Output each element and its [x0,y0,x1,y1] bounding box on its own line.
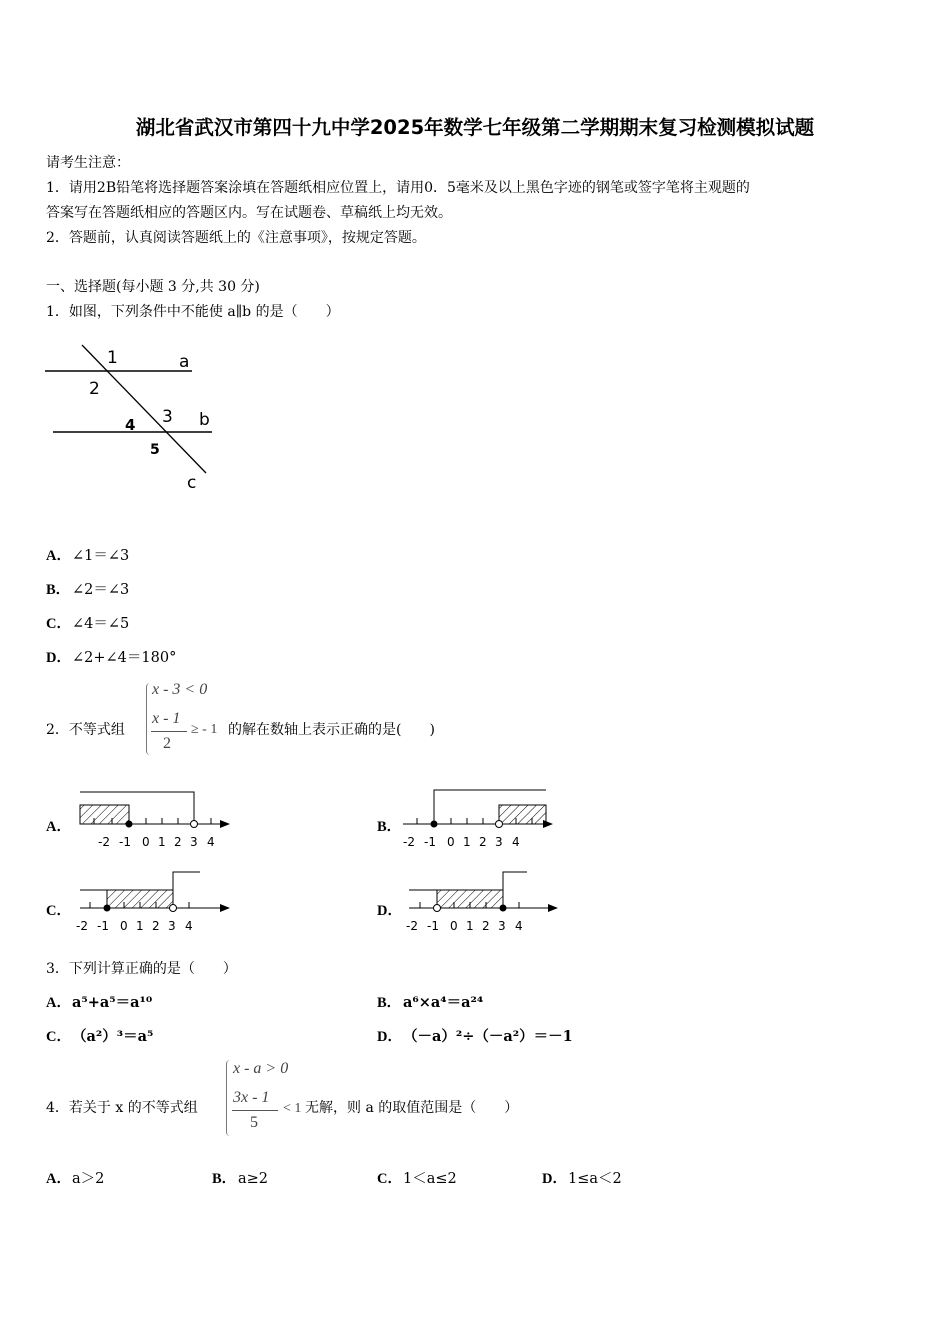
option-label: D． [46,650,71,666]
svg-text:4: 4 [512,835,520,849]
option-label: C． [46,903,71,919]
svg-text:-1: -1 [97,919,109,933]
q1-option-b[interactable] [46,578,129,599]
svg-text:-2: -2 [406,919,418,933]
option-label: D． [377,1029,402,1045]
svg-text:2: 2 [174,835,182,849]
q1-option-c[interactable] [46,612,129,633]
svg-text:-2: -2 [76,919,88,933]
svg-text:0: 0 [447,835,455,849]
option-label: C． [46,616,71,632]
svg-text:1: 1 [463,835,471,849]
option-label: B． [46,582,71,598]
option-label: D． [377,903,402,919]
svg-text:0: 0 [120,919,128,933]
q4-fraction-rhs: < 1 [283,1101,302,1116]
q2-suffix: 的解在数轴上表示正确的是( ) [228,722,435,738]
notice-line-2: 2．答题前，认真阅读答题纸上的《注意事项》，按规定答题。 [46,230,426,246]
label-c: c [187,473,197,493]
svg-text:-1: -1 [427,919,439,933]
label-b: b [199,410,210,430]
option-label: B． [377,995,402,1011]
q4-option-d[interactable] [542,1167,622,1188]
q3-option-c[interactable] [46,1025,153,1046]
svg-text:1: 1 [136,919,144,933]
notice-line-1b: 答案写在答题纸相应的答题区内。写在试题卷、草稿纸上均无效。 [46,205,452,221]
svg-text:4: 4 [207,835,215,849]
option-text: ∠1＝∠3 [72,548,130,564]
option-text: ∠4＝∠5 [72,616,130,632]
q4-fraction-denominator: 5 [250,1114,258,1131]
number-line-d [395,868,565,938]
svg-text:3: 3 [495,835,503,849]
option-label: D． [542,1171,567,1187]
option-text: 1＜a≤2 [403,1171,457,1187]
svg-text:4: 4 [515,919,523,933]
option-text: （a²）³＝a⁵ [72,1028,154,1045]
option-text: a⁵+a⁵＝a¹⁰ [72,994,153,1011]
option-label: C． [46,1029,71,1045]
label-5: 5 [150,442,160,458]
option-text: a＞2 [72,1171,105,1187]
label-1: 1 [107,348,118,368]
svg-text:1: 1 [466,919,474,933]
svg-text:2: 2 [479,835,487,849]
option-text: 1≤a＜2 [568,1171,622,1187]
svg-text:-2: -2 [403,835,415,849]
q4-option-b[interactable] [212,1167,268,1188]
option-label: B． [377,819,402,835]
option-text: （－a）²÷（－a²）＝－1 [403,1028,573,1045]
option-label: A． [46,1171,71,1187]
q2-prefix: 2．不等式组 [46,722,125,738]
number-line-c [70,868,240,938]
option-text: ∠2+∠4＝180° [72,650,177,666]
q4-system-brace [226,1060,232,1136]
label-4: 4 [125,416,136,434]
section-heading: 一、选择题(每小题 3 分,共 30 分) [46,279,260,295]
svg-text:-1: -1 [119,835,131,849]
q4-prefix: 4．若关于 x 的不等式组 [46,1100,198,1116]
notice-line-1: 1．请用2B铅笔将选择题答案涂填在答题纸相应位置上，请用0．5毫米及以上黑色字迹的钢笔或签字笔将主观题的 [46,180,750,196]
svg-text:0: 0 [142,835,150,849]
svg-text:3: 3 [190,835,198,849]
q1-stem: 1．如图，下列条件中不能使 a∥b 的是（ ） [46,304,340,320]
svg-text:3: 3 [168,919,176,933]
svg-text:2: 2 [482,919,490,933]
page-title: 湖北省武汉市第四十九中学2025年数学七年级第二学期期末复习检测模拟试题 [135,116,815,139]
number-line-b [395,785,565,855]
q2-fraction-denominator: 2 [163,735,171,752]
q2-fraction-numerator: x - 1 [152,710,181,727]
option-label: C． [377,1171,402,1187]
q2-option-a[interactable] [46,815,72,836]
q4-option-a[interactable] [46,1167,104,1188]
option-label: A． [46,548,71,564]
q1-figure [40,335,230,495]
q1-option-d[interactable] [46,646,176,667]
q1-option-a[interactable] [46,544,129,565]
svg-text:-2: -2 [98,835,110,849]
svg-text:0: 0 [450,919,458,933]
q3-option-a[interactable] [46,991,152,1012]
q2-option-c[interactable] [46,899,72,920]
option-text: a≥2 [238,1171,269,1187]
q3-option-d[interactable] [377,1025,573,1046]
q2-system-line1: x - 3 < 0 [152,681,208,698]
option-text: a⁶×a⁴＝a²⁴ [403,994,484,1011]
q4-suffix: 无解，则 a 的取值范围是（ ） [305,1100,519,1116]
option-text: ∠2＝∠3 [72,582,130,598]
svg-text:3: 3 [498,919,506,933]
notice-heading: 请考生注意： [46,155,130,171]
option-label: B． [212,1171,237,1187]
q3-option-b[interactable] [377,991,483,1012]
label-2: 2 [89,379,100,399]
svg-text:4: 4 [185,919,193,933]
option-label: A． [46,995,71,1011]
label-a: a [179,352,190,372]
svg-text:-1: -1 [424,835,436,849]
q4-fraction-bar [232,1110,278,1111]
q3-stem: 3．下列计算正确的是（ ） [46,961,237,977]
q4-system-line1: x - a > 0 [233,1060,289,1077]
number-line-a [70,785,240,855]
svg-text:2: 2 [152,919,160,933]
option-label: A． [46,819,71,835]
q2-fraction-rhs: ≥ - 1 [191,722,218,737]
q2-fraction-bar [151,731,187,732]
svg-text:1: 1 [158,835,166,849]
q4-fraction-numerator: 3x - 1 [233,1089,270,1106]
q4-option-c[interactable] [377,1167,457,1188]
label-3: 3 [162,407,173,427]
